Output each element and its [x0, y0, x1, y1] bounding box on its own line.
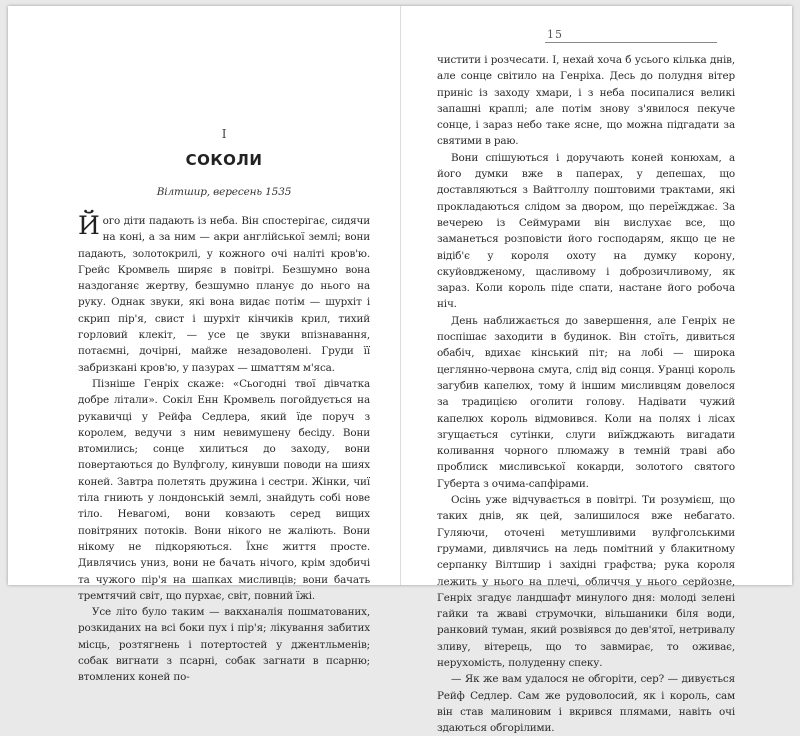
page-number-rule [545, 42, 717, 43]
paragraph: чистити і розчесати. І, нехай хоча б усього кілька днів, але сонце світило на Генріха. Десь до полудня вітер приніс із заходу хмари, і з неба посипалися великі запашні краплі; але потім знову з'явилося пекуче сонце, і зараз небо таке ясне, що можна підгадати за святими в раю. [437, 54, 735, 148]
paragraph: Вони спішуються і доручають коней конюхам, а його думки вже в паперах, у депешах, що доставляються з Вайтголлу поштовими трактами, які прокладаються слідом за двором, що переїжджає. За вечерею із Сеймурами він вислухає все, що заманеться розповісти його господарям, якщо це не відіб'є у короля охоту на думку корону, скуйовдженому, щасливому і доброзичливому, як зараз. Коли король піде спати, настане його робоча ніч. [437, 151, 735, 311]
right-page [437, 6, 735, 735]
page-gutter [400, 6, 401, 585]
paragraph: Пізніше Генріх скаже: «Сьогодні твої дівчатка добре літали». Сокіл Енн Кромвель погойдується на рукавичці у Рейфа Седлера, який їде поруч з королем, ведучи з ним невимушену бесіду. Вони втомились; сонце хилиться до заходу, вони повертаються до Вулфголу, кинувши поводи на шиях коней. Завтра полетять дружина і сестри. Жінки, чиї тіла гниють у лондонській землі, знайдуть собі нове тіло. Невагомі, вони ковзають серед вищих повітряних потоків. Вони нікого не жаліють. Вони нікому не підкоряються. Їхнє життя просте. Дивлячись униз, вони не бачать нічого, крім здобичі та чужого пір'я на шапках мисливців; вони бачать тремтячий світ, що пурхає, світ, повний їжі. [78, 377, 370, 602]
paragraph: Осінь уже відчувається в повітрі. Ти розумієш, що таких днів, як цей, залишилося вже небагато. Гуляючи, оточені метушливими вулфголськими грумами, дивлячись на ледь помітний у блакитному серпанку Вілтшир і західні графства; рука короля лежить у нього на плечі, обличчя у нього серйозне, Генріх згадує ландшафт минулого дня: молоді зелені гайки та жваві струмочки, вільшаники біля води, ранковий туман, який розвіявся до дев'ятої, нетривалу зливу, вітерець, що то завмирає, то оживає, нерухомість, полуденну спеку. [437, 494, 735, 669]
chapter-subtitle: Вілтшир, вересень 1535 [156, 186, 292, 198]
left-page-text [78, 213, 370, 686]
paragraph-text: ого діти падають із неба. Він спостерігає, сидячи на коні, а за ним — акри англійської землі; вони падають, золотокрилі, у кожного очі наліті кров'ю. Грейс Кромвель ширяє в повітрі. Безшумно вона наздоганяє жертву, безшумно планує до нього на руку. Однак звуки, які вона видає потім — шурхіт і скрип пір'я, свист і шурхіт кінчиків крил, тихий горловий клекіт, — усе це звуки впізнавання, потаємні, дочірні, майже незадоволені. Груди її забризкані кров'ю, у пазурах — шматтям м'яса. [78, 215, 370, 374]
chapter-number: I [221, 127, 227, 141]
paragraph: День наближається до завершення, але Генріх не поспішає заходити в будинок. Він стоїть, дивиться обабіч, вдихає кінський піт; на лобі — широка цеглянно-червона смуга, слід від сонця. Уранці король загубив капелюх, тому й іншим мисливцям довелося за традицією оголити голову. Надівати чужий капелюх король відмовився. Коли на полях і лісах згущається сутінки, слуги виїжджають вигадати коливання чорного плюмажу в темній траві або проблиск мисливської кокарди, золотого святого Губерта з очима-сапфірами. [437, 314, 735, 490]
paragraph: Усе літо було таким — вакханалія пошматованих, розкиданих на всі боки пух і пір'я; лікування забитих місць, розтягнень і потертостей у джентльменів; собак вигнати з псарні, собак загнати в псарню; втомлених коней по- [78, 606, 370, 684]
chapter-title: СОКОЛИ [185, 151, 263, 169]
left-page [78, 6, 370, 684]
paragraph: — Як же вам удалося не обгоріти, сер? — дивується Рейф Седлер. Сам же рудоволосий, як і король, сам він став малиновим і вкрився плямами, навіть очі здаються обгорілими. [437, 673, 735, 735]
drop-cap: Й [78, 211, 100, 240]
paragraph [78, 213, 370, 376]
page-number: 15 [547, 28, 563, 41]
book-spread [8, 6, 792, 735]
right-page-text [437, 52, 735, 736]
